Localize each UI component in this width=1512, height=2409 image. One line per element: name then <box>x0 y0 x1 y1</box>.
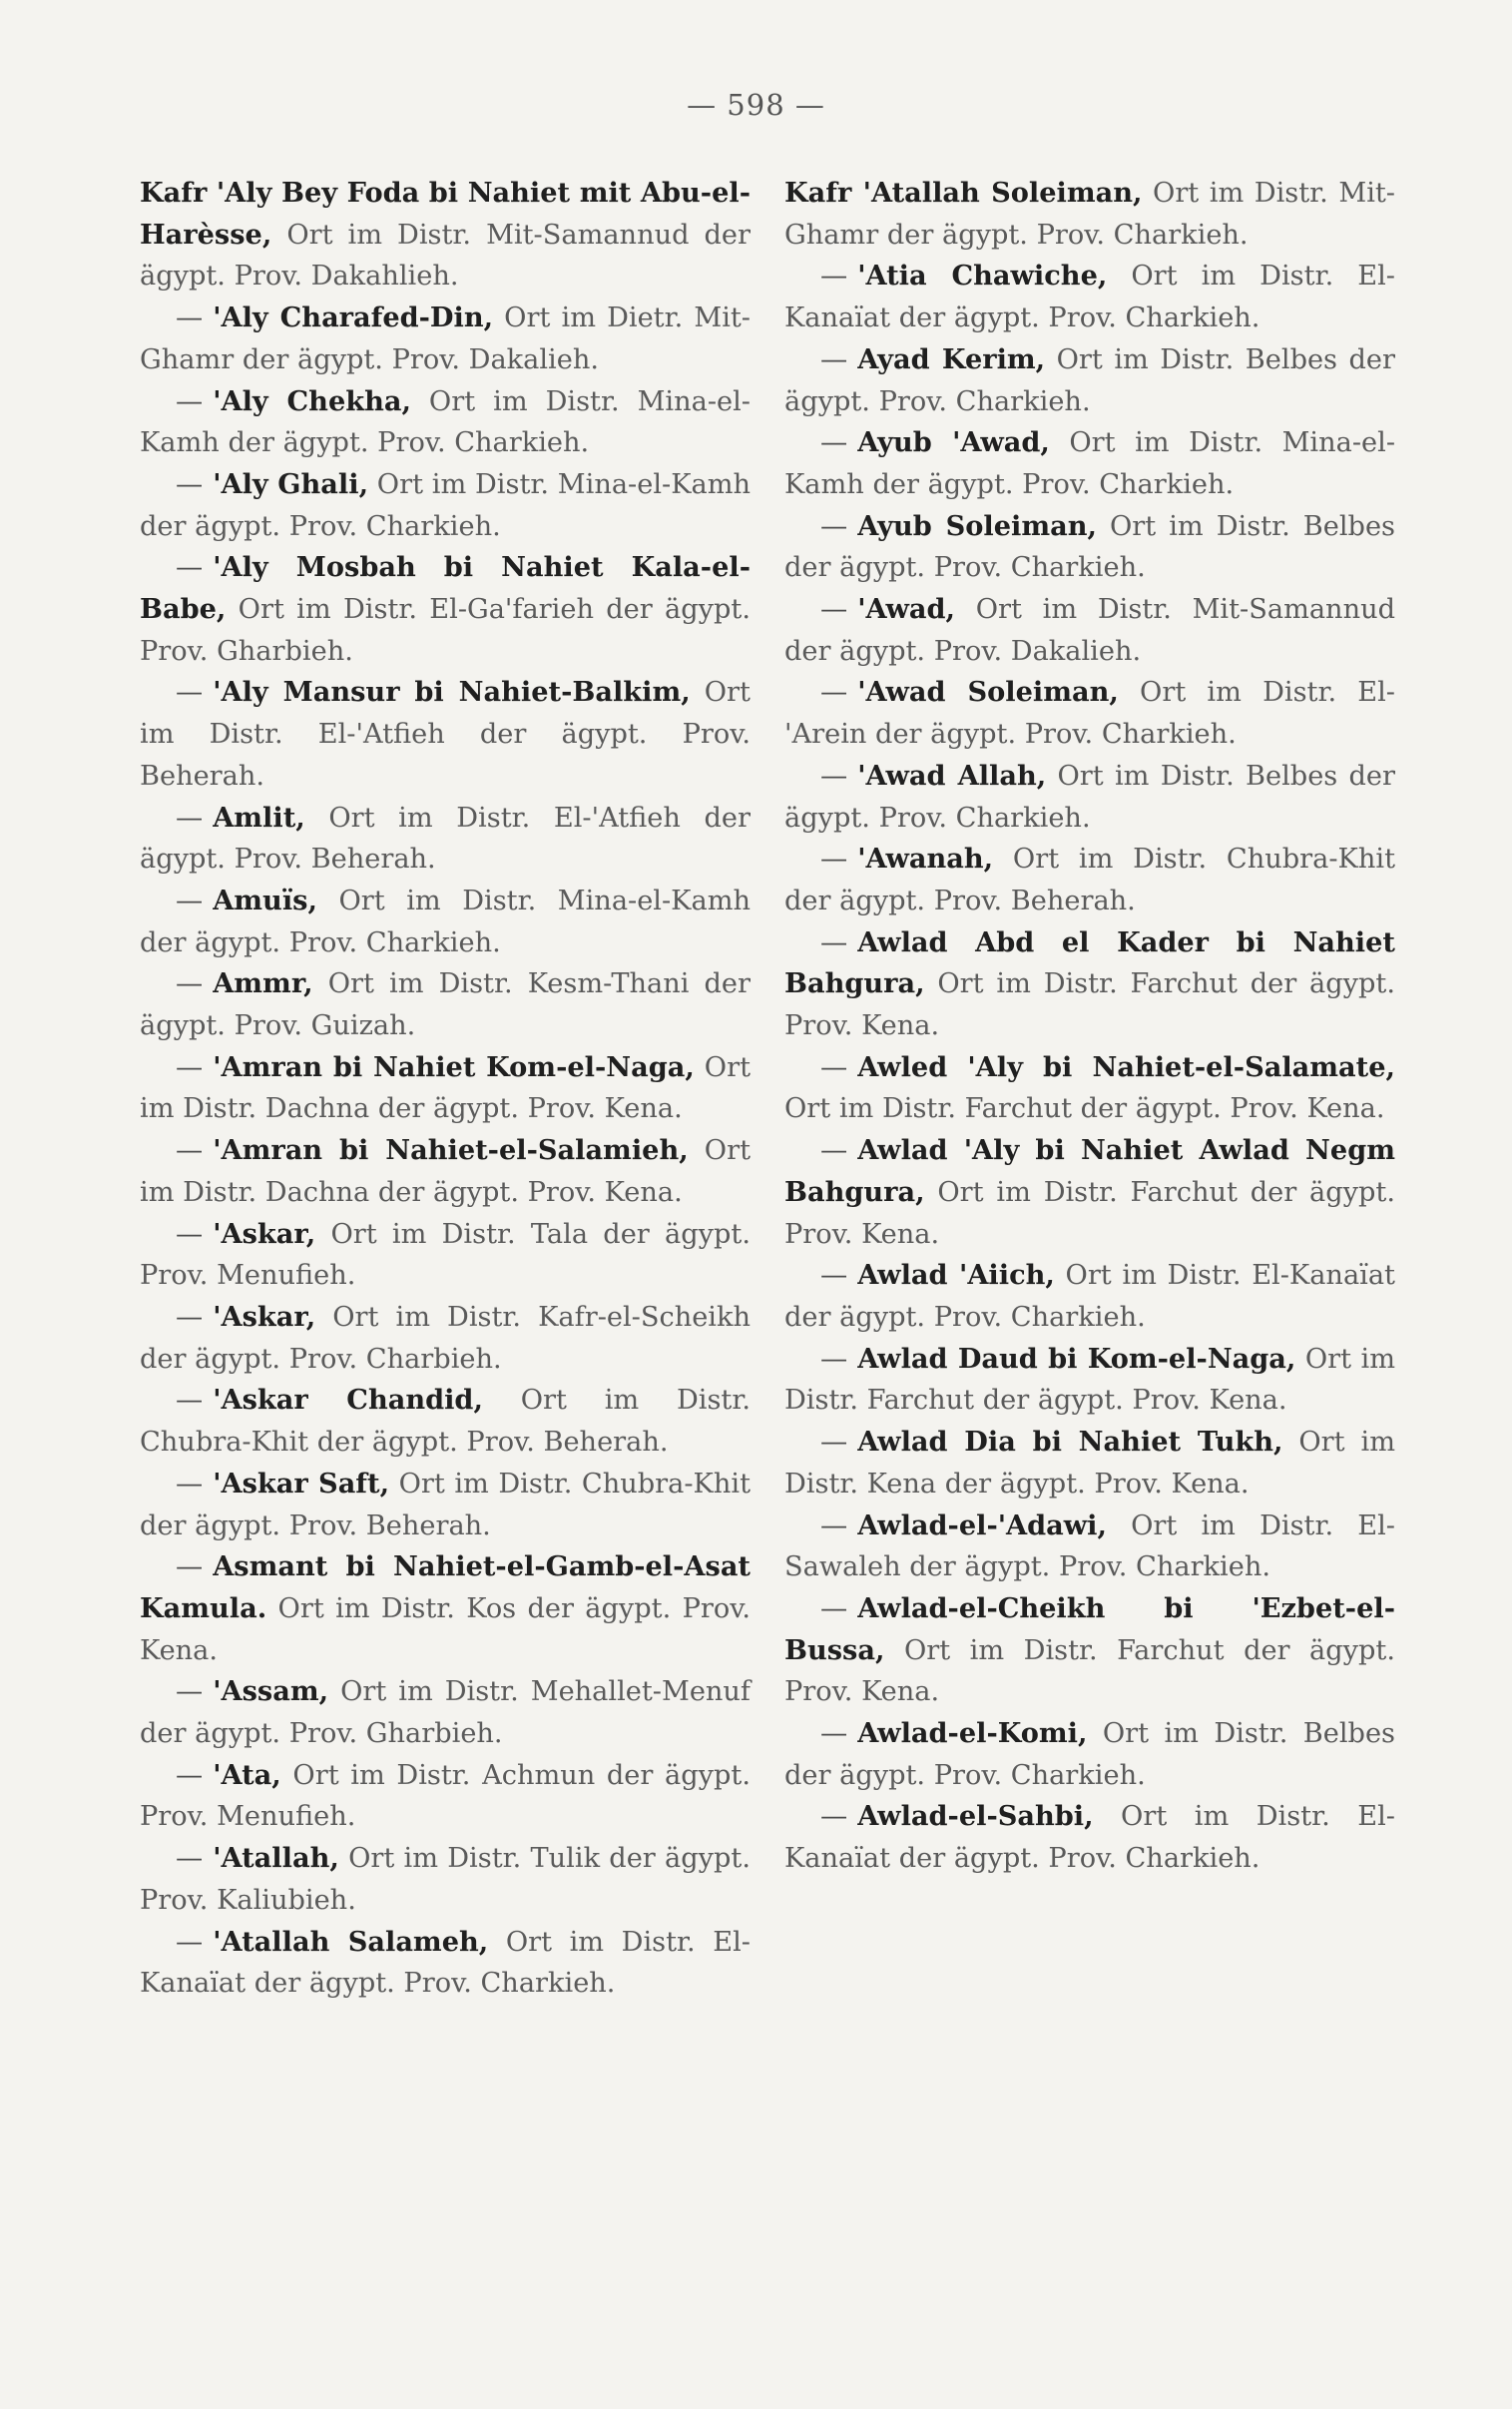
entry-headword: Awlad-el-'Adawi, <box>857 1508 1107 1541</box>
entry-headword: 'Ata, <box>213 1758 281 1791</box>
entry-headword: 'Awad Soleiman, <box>857 676 1119 709</box>
entry-dash: — <box>820 1801 848 1833</box>
entry-headword: Ayub Soleiman, <box>857 509 1097 542</box>
entry-dash: — <box>176 1843 204 1875</box>
entry-headword: 'Askar, <box>213 1300 316 1333</box>
gazetteer-entry <box>784 1130 1395 1255</box>
entry-description: Ort im Distr. Tulik der ägypt. Prov. Kaliubieh. <box>140 1843 751 1916</box>
entry-headword: Awlad-el-Cheikh bi 'Ezbet-el-Bussa, <box>784 1591 1395 1666</box>
entry-dash: — <box>176 1135 204 1167</box>
entry-dash: — <box>820 760 848 792</box>
entry-headword: Awlad Daud bi Kom-el-Naga, <box>857 1342 1296 1375</box>
entry-description: Ort im Distr. Farchut der ägypt. Prov. Kena. <box>784 1634 1395 1708</box>
entry-dash: — <box>176 1551 204 1583</box>
entry-description: Ort im Distr. El-Kanaïat der ägypt. Prov. Charkieh. <box>784 1260 1395 1333</box>
entry-dash: — <box>176 552 204 584</box>
entry-headword: 'Aly Ghali, <box>213 467 369 500</box>
gazetteer-entry <box>140 298 751 380</box>
entry-description: Ort im Distr. Belbes der ägypt. Prov. Charkieh. <box>784 510 1395 584</box>
gazetteer-entry <box>140 798 751 881</box>
entry-dash: — <box>820 1427 848 1459</box>
gazetteer-entry <box>140 1546 751 1671</box>
entry-description: Ort im Distr. El-Kanaïat der ägypt. Prov. Charkieh. <box>784 1801 1395 1875</box>
entry-dash: — <box>820 1509 848 1541</box>
entry-headword: 'Awad, <box>857 593 955 626</box>
entry-headword: 'Amran bi Nahiet Kom-el-Naga, <box>213 1050 695 1083</box>
entry-headword: 'Askar, <box>213 1217 316 1250</box>
entry-headword: Amuïs, <box>213 884 317 916</box>
gazetteer-entry <box>140 1130 751 1213</box>
entry-headword: Asmant bi Nahiet-el-Gamb-el-Asat Kamula. <box>140 1550 751 1624</box>
gazetteer-entry <box>140 881 751 963</box>
entry-headword: Awlad 'Aly bi Nahiet Awlad Negm Bahgura, <box>784 1134 1395 1208</box>
entry-description: Ort im Distr. Chubra-Khit der ägypt. Prov. Beherah. <box>140 1385 751 1459</box>
gazetteer-entry <box>784 922 1395 1047</box>
entry-dash: — <box>820 1592 848 1624</box>
entry-headword: 'Aly Chekha, <box>213 384 411 417</box>
gazetteer-entry <box>784 589 1395 672</box>
entry-headword: Kafr 'Aly Bey Foda bi Nahiet mit Abu-el-Harèsse, <box>140 177 751 251</box>
gazetteer-entry <box>784 339 1395 422</box>
entry-description: Ort im Distr. Farchut der ägypt. Prov. Kena. <box>784 1176 1395 1250</box>
entry-description: Ort im Distr. Kafr-el-Scheikh der ägypt. Prov. Charbieh. <box>140 1301 751 1375</box>
gazetteer-entry <box>140 547 751 672</box>
entry-dash: — <box>176 1468 204 1500</box>
gazetteer-entry <box>784 672 1395 755</box>
gazetteer-entry <box>140 672 751 797</box>
entry-description: Ort im Distr. Kos der ägypt. Prov. Kena. <box>140 1592 751 1666</box>
entry-description: Ort im Distr. Belbes der ägypt. Prov. Charkieh. <box>784 760 1395 834</box>
entry-description: Ort im Distr. Mina-el-Kamh der ägypt. Prov. Charkieh. <box>140 468 752 542</box>
gazetteer-entry <box>140 1297 751 1380</box>
entry-dash: — <box>176 1301 204 1333</box>
entry-dash: — <box>176 1385 204 1417</box>
entry-description: Ort im Distr. El-Sawaleh der ägypt. Prov. Charkieh. <box>784 1509 1395 1583</box>
entry-description: Ort im Distr. El-'Arein der ägypt. Prov. Charkieh. <box>784 677 1395 751</box>
entry-dash: — <box>176 1676 204 1708</box>
entry-dash: — <box>820 594 848 626</box>
entry-dash: — <box>820 1343 848 1375</box>
entry-description: Ort im Distr. Farchut der ägypt. Prov. Kena. <box>784 1093 1385 1125</box>
entry-headword: Awlad Dia bi Nahiet Tukh, <box>857 1426 1283 1459</box>
entry-dash: — <box>820 1051 848 1083</box>
gazetteer-entry <box>140 1838 751 1921</box>
gazetteer-entry <box>784 1796 1395 1879</box>
gazetteer-entry <box>140 173 751 298</box>
entry-dash: — <box>820 677 848 709</box>
entry-headword: 'Awad Allah, <box>857 759 1047 792</box>
entry-dash: — <box>176 1051 204 1083</box>
entry-dash: — <box>820 343 848 375</box>
entry-description: Ort im Distr. Mina-el-Kamh der ägypt. Prov. Charkieh. <box>140 885 751 958</box>
entry-headword: Ammr, <box>213 967 313 1000</box>
entry-description: Ort im Distr. Farchut der ägypt. Prov. Kena. <box>784 1343 1395 1417</box>
entry-dash: — <box>176 1926 204 1958</box>
entry-description: Ort im Distr. Chubra-Khit der ägypt. Prov. Beherah. <box>140 1468 751 1541</box>
entry-description: Ort im Distr. Mina-el-Kamh der ägypt. Prov. Charkieh. <box>140 385 751 459</box>
entry-headword: 'Askar Chandid, <box>213 1384 483 1417</box>
entry-description: Ort im Distr. Achmun der ägypt. Prov. Menufieh. <box>140 1759 751 1833</box>
gazetteer-entry <box>140 381 751 464</box>
gazetteer-entry <box>140 464 751 547</box>
entry-dash: — <box>820 427 848 459</box>
entry-headword: 'Atallah, <box>213 1842 339 1875</box>
entry-dash: — <box>176 885 204 916</box>
entry-headword: Awlad 'Aiich, <box>857 1259 1055 1292</box>
entry-description: Ort im Distr. El-Kanaïat der ägypt. Prov. Charkieh. <box>784 261 1395 334</box>
entry-description: Ort im Distr. Mehallet-Menuf der ägypt. Prov. Gharbieh. <box>140 1676 751 1750</box>
entry-description: Ort im Distr. Belbes der ägypt. Prov. Charkieh. <box>784 1718 1395 1791</box>
entry-headword: 'Atallah Salameh, <box>213 1925 489 1958</box>
page-number: — 598 — <box>687 88 825 122</box>
gazetteer-entry <box>140 1464 751 1546</box>
entry-description: Ort im Distr. El-'Atfieh der ägypt. Prov. Beherah. <box>140 677 751 792</box>
gazetteer-entry <box>784 256 1395 338</box>
entry-dash: — <box>820 261 848 293</box>
gazetteer-entry <box>140 1922 751 2005</box>
gazetteer-entry <box>784 1713 1395 1796</box>
entry-dash: — <box>176 302 204 334</box>
entry-description: Ort im Distr. Kesm-Thani der ägypt. Prov. Guizah. <box>140 968 751 1042</box>
entry-description: Ort im Distr. Mit-Ghamr der ägypt. Prov. Charkieh. <box>784 178 1395 251</box>
entry-dash: — <box>820 510 848 542</box>
gazetteer-entry <box>784 839 1395 921</box>
gazetteer-entry <box>784 1047 1395 1130</box>
gazetteer-entry <box>784 1422 1395 1505</box>
entry-headword: 'Aly Charafed-Din, <box>213 301 494 334</box>
entry-description: Ort im Distr. El-Kanaïat der ägypt. Prov. Charkieh. <box>140 1926 751 2000</box>
entry-headword: 'Assam, <box>213 1675 329 1708</box>
entry-description: Ort im Distr. Mit-Samannud der ägypt. Prov. Dakalieh. <box>784 594 1395 667</box>
entry-description: Ort im Distr. Dachna der ägypt. Prov. Kena. <box>140 1135 751 1208</box>
gazetteer-entry <box>140 1214 751 1297</box>
entry-description: Ort im Distr. Mit-Samannud der ägypt. Prov. Dakahlieh. <box>140 219 751 293</box>
gazetteer-entry <box>140 1671 751 1754</box>
entry-headword: Awlad-el-Komi, <box>857 1717 1088 1750</box>
entry-dash: — <box>176 1759 204 1791</box>
entry-headword: Ayad Kerim, <box>857 342 1046 375</box>
gazetteer-entry <box>784 422 1395 505</box>
entry-dash: — <box>176 385 204 417</box>
entry-headword: 'Amran bi Nahiet-el-Salamieh, <box>213 1134 689 1167</box>
entry-headword: 'Atia Chawiche, <box>857 260 1108 293</box>
entry-description: Ort im Distr. Kena der ägypt. Prov. Kena. <box>784 1427 1395 1500</box>
entry-headword: Awlad-el-Sahbi, <box>857 1800 1094 1833</box>
entry-description: Ort im Dietr. Mit-Ghamr der ägypt. Prov. Dakalieh. <box>140 302 751 375</box>
gazetteer-entry <box>140 1380 751 1463</box>
entry-description: Ort im Distr. Chubra-Khit der ägypt. Prov. Beherah. <box>784 844 1395 916</box>
entry-dash: — <box>176 677 204 709</box>
entry-headword: Awlad Abd el Kader bi Nahiet Bahgura, <box>784 925 1395 1000</box>
gazetteer-entry <box>140 1755 751 1838</box>
entry-description: Ort im Distr. Farchut der ägypt. Prov. Kena. <box>784 968 1395 1042</box>
entry-headword: Awled 'Aly bi Nahiet-el-Salamate, <box>857 1050 1395 1083</box>
right-column <box>784 173 1395 1880</box>
gazetteer-entry <box>140 1047 751 1130</box>
gazetteer-entry <box>784 1339 1395 1422</box>
gazetteer-entry <box>784 173 1395 256</box>
entry-headword: Ayub 'Awad, <box>857 426 1050 459</box>
entry-dash: — <box>820 1135 848 1167</box>
entry-description: Ort im Distr. El-Ga'farieh der ägypt. Prov. Gharbieh. <box>140 594 751 667</box>
gazetteer-entry <box>784 756 1395 839</box>
entry-description: Ort im Distr. Mina-el-Kamh der ägypt. Prov. Charkieh. <box>784 427 1396 500</box>
entry-dash: — <box>176 468 204 500</box>
gazetteer-entry <box>784 506 1395 589</box>
gazetteer-entry <box>784 1506 1395 1588</box>
entry-dash: — <box>176 1218 204 1250</box>
entry-headword: 'Askar Saft, <box>213 1467 390 1500</box>
entry-dash: — <box>176 802 204 834</box>
entry-dash: — <box>820 1260 848 1292</box>
entry-dash: — <box>820 1718 848 1750</box>
entry-headword: 'Aly Mansur bi Nahiet-Balkim, <box>213 676 691 709</box>
entry-headword: 'Awanah, <box>857 843 994 876</box>
entry-headword: 'Aly Mosbah bi Nahiet Kala-el-Babe, <box>140 551 751 626</box>
gazetteer-entry <box>784 1255 1395 1338</box>
gazetteer-entry <box>140 963 751 1046</box>
entry-description: Ort im Distr. El-'Atfieh der ägypt. Prov. Beherah. <box>140 802 751 876</box>
entry-description: Ort im Distr. Belbes der ägypt. Prov. Charkieh. <box>784 343 1395 417</box>
entry-headword: Kafr 'Atallah Soleiman, <box>784 177 1143 209</box>
entry-dash: — <box>820 844 848 876</box>
left-column <box>140 173 751 2005</box>
entry-description: Ort im Distr. Dachna der ägypt. Prov. Kena. <box>140 1051 752 1125</box>
entry-dash: — <box>820 926 848 958</box>
entry-headword: Amlit, <box>213 801 305 834</box>
entry-description: Ort im Distr. Tala der ägypt. Prov. Menufieh. <box>140 1218 751 1292</box>
entry-dash: — <box>176 968 204 1000</box>
gazetteer-entry <box>784 1588 1395 1713</box>
